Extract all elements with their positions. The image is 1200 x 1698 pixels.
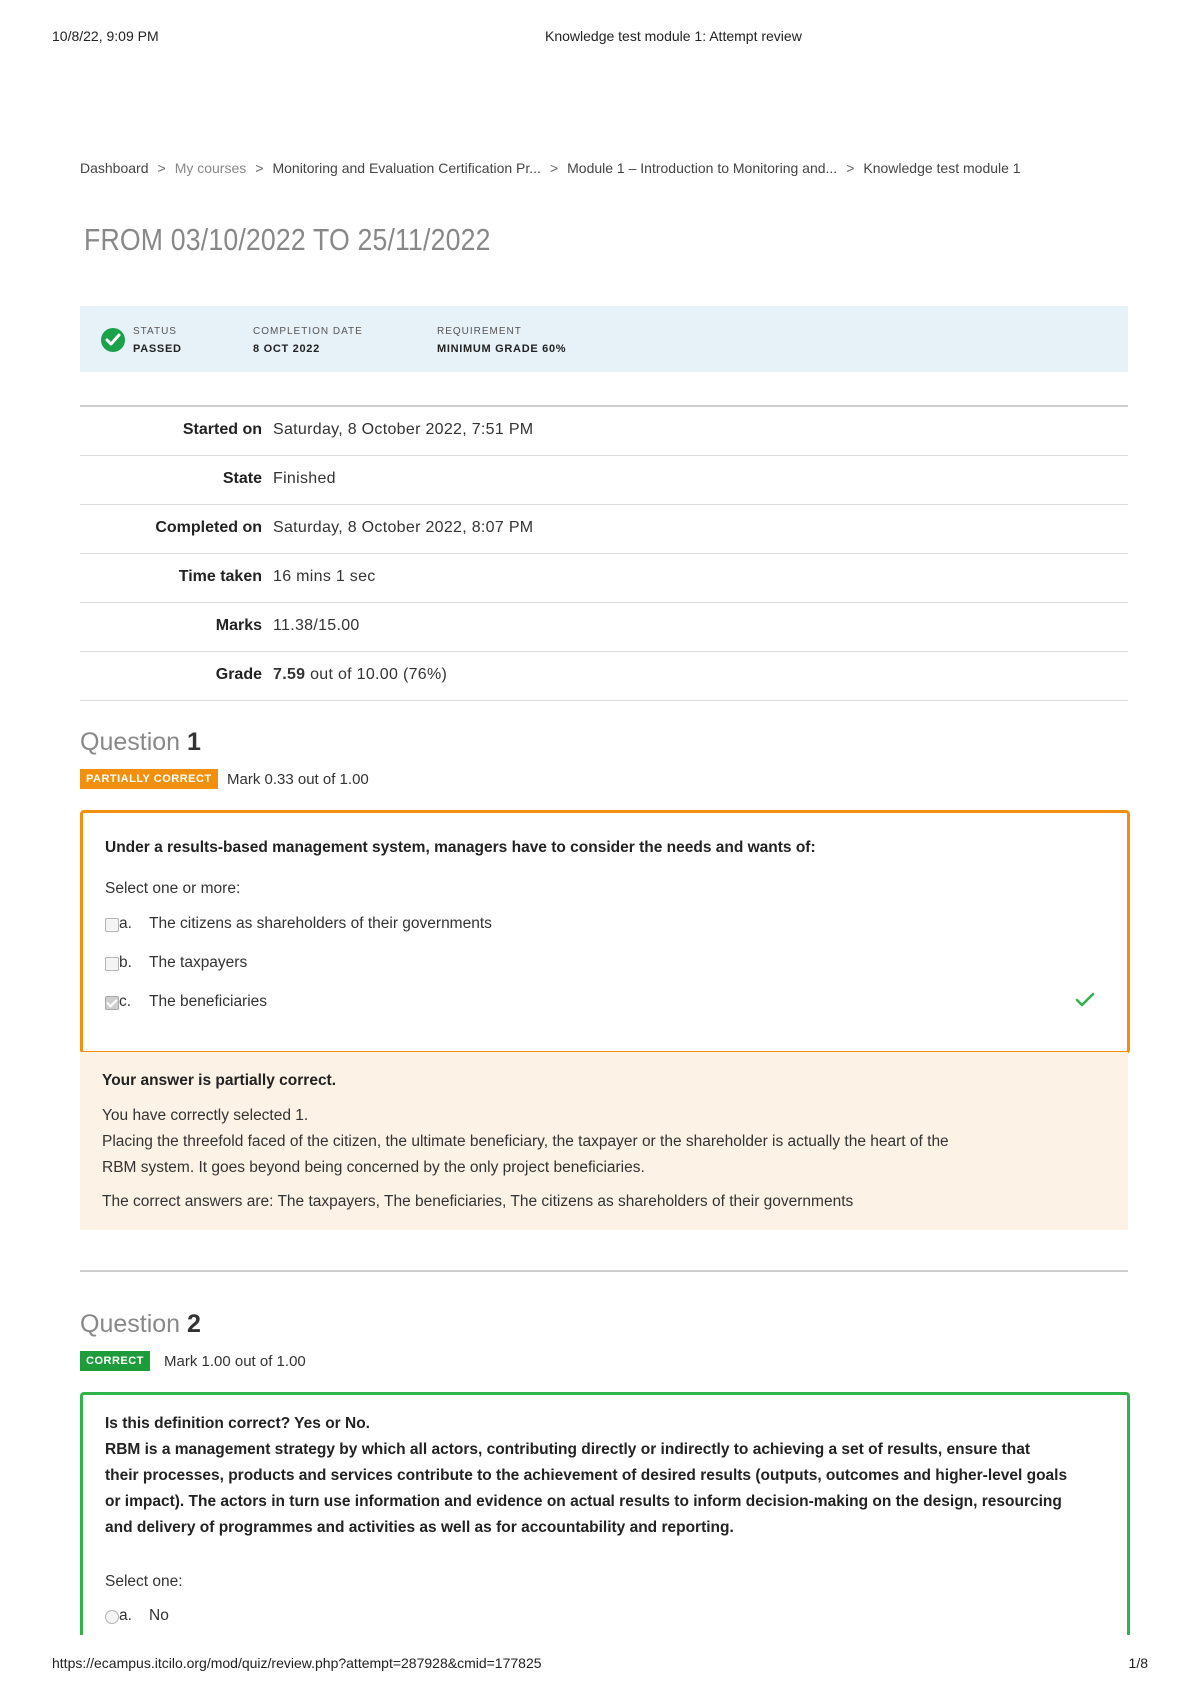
breadcrumb bbox=[80, 160, 1128, 176]
breadcrumb-quiz[interactable]: Knowledge test module 1 bbox=[863, 160, 1021, 176]
question-2-text-line: or impact). The actors in turn use information and evidence on actual results to inform decision-making on the design, resourcing bbox=[105, 1493, 1062, 1510]
option-text: The beneficiaries bbox=[149, 993, 268, 1010]
question-2-text-line: Is this definition correct? Yes or No. bbox=[105, 1415, 370, 1432]
summary-label: Marks bbox=[215, 617, 262, 634]
summary-label: Time taken bbox=[178, 568, 262, 585]
summary-row-started bbox=[80, 407, 1128, 456]
summary-row-marks bbox=[80, 603, 1128, 652]
question-2-text-line: RBM is a management strategy by which all actors, contributing directly or indirectly to achieving a set of results, ensure that bbox=[105, 1441, 1031, 1458]
summary-value: Saturday, 8 October 2022, 8:07 PM bbox=[273, 519, 534, 536]
completion-date-label: COMPLETION DATE bbox=[253, 326, 363, 337]
answer-option-c[interactable] bbox=[105, 993, 1095, 1015]
breadcrumb-separator: > bbox=[157, 160, 166, 176]
question-1-text: Under a results-based management system, managers have to consider the needs and wants of: bbox=[105, 839, 816, 856]
answer-option-a[interactable] bbox=[105, 1607, 1095, 1629]
question-1-mark: Mark 0.33 out of 1.00 bbox=[227, 771, 369, 788]
breadcrumb-course[interactable]: Monitoring and Evaluation Certification Pr... bbox=[272, 160, 541, 176]
answer-option-a[interactable] bbox=[105, 915, 1095, 937]
question-2-box bbox=[80, 1392, 1130, 1635]
status-label: STATUS bbox=[133, 326, 177, 337]
option-checkbox-checked[interactable] bbox=[105, 996, 119, 1010]
option-letter: c. bbox=[119, 993, 132, 1010]
option-checkbox[interactable] bbox=[105, 957, 119, 971]
question-1-prompt: Select one or more: bbox=[105, 880, 241, 897]
summary-value: Saturday, 8 October 2022, 7:51 PM bbox=[273, 421, 534, 438]
breadcrumb-dashboard[interactable]: Dashboard bbox=[80, 160, 149, 176]
completion-date-value: 8 OCT 2022 bbox=[253, 343, 320, 355]
feedback-title: Your answer is partially correct. bbox=[102, 1072, 337, 1089]
breadcrumb-separator: > bbox=[846, 160, 855, 176]
question-number: 2 bbox=[187, 1310, 201, 1338]
option-text: No bbox=[149, 1607, 169, 1624]
course-period: FROM 03/10/2022 TO 25/11/2022 bbox=[84, 222, 491, 257]
summary-value bbox=[273, 666, 447, 684]
breadcrumb-module[interactable]: Module 1 – Introduction to Monitoring and... bbox=[567, 160, 838, 176]
status-column bbox=[133, 326, 182, 355]
question-1-status-badge: PARTIALLY CORRECT bbox=[80, 769, 218, 789]
summary-label: Started on bbox=[182, 421, 262, 438]
requirement-column bbox=[437, 326, 566, 355]
breadcrumb-my-courses[interactable]: My courses bbox=[174, 160, 247, 176]
check-icon bbox=[1075, 991, 1095, 1014]
question-2-mark: Mark 1.00 out of 1.00 bbox=[164, 1353, 306, 1370]
check-circle-icon bbox=[101, 328, 125, 352]
summary-label: Completed on bbox=[155, 519, 262, 536]
option-letter: a. bbox=[119, 1607, 132, 1624]
breadcrumb-separator: > bbox=[255, 160, 264, 176]
feedback-line: Placing the threefold faced of the citizen, the ultimate beneficiary, the taxpayer or the shareholder is actually the heart of the bbox=[102, 1133, 949, 1150]
completion-date-column bbox=[253, 326, 363, 355]
print-header bbox=[52, 28, 1148, 48]
summary-row-time-taken bbox=[80, 554, 1128, 603]
page-url: https://ecampus.itcilo.org/mod/quiz/review.php?attempt=287928&cmid=177825 bbox=[52, 1655, 542, 1671]
summary-value: Finished bbox=[273, 470, 336, 487]
completion-status-bar bbox=[80, 306, 1128, 372]
question-number: 1 bbox=[187, 728, 201, 756]
summary-value: 11.38/15.00 bbox=[273, 617, 360, 634]
status-value: PASSED bbox=[133, 343, 182, 355]
question-word: Question bbox=[80, 728, 181, 756]
summary-row-completed bbox=[80, 505, 1128, 554]
question-2-prompt: Select one: bbox=[105, 1573, 183, 1590]
breadcrumb-separator: > bbox=[549, 160, 559, 176]
feedback-correct-answers: The correct answers are: The taxpayers, The beneficiaries, The citizens as shareholders of their governments bbox=[102, 1193, 854, 1210]
print-title: Knowledge test module 1: Attempt review bbox=[545, 28, 802, 44]
feedback-line: RBM system. It goes beyond being concerned by the only project beneficiaries. bbox=[102, 1159, 645, 1176]
requirement-label: REQUIREMENT bbox=[437, 326, 522, 337]
option-letter: b. bbox=[119, 954, 132, 971]
question-1-box bbox=[80, 810, 1130, 1054]
summary-value: 16 mins 1 sec bbox=[273, 568, 376, 585]
option-radio[interactable] bbox=[105, 1610, 119, 1624]
question-1-heading bbox=[80, 728, 201, 757]
attempt-summary-table bbox=[80, 405, 1128, 701]
summary-label: State bbox=[222, 470, 262, 487]
question-2-heading bbox=[80, 1310, 201, 1339]
option-checkbox[interactable] bbox=[105, 918, 119, 932]
grade-rest: out of 10.00 (76%) bbox=[305, 666, 448, 683]
summary-row-grade bbox=[80, 652, 1128, 701]
option-text: The citizens as shareholders of their governments bbox=[149, 915, 492, 932]
question-2-status-badge: CORRECT bbox=[80, 1351, 150, 1371]
print-datetime: 10/8/22, 9:09 PM bbox=[52, 28, 159, 44]
requirement-value: MINIMUM GRADE 60% bbox=[437, 343, 567, 355]
summary-row-state bbox=[80, 456, 1128, 505]
feedback-line: You have correctly selected 1. bbox=[102, 1107, 309, 1124]
summary-label: Grade bbox=[215, 666, 262, 683]
grade-score: 7.59 bbox=[273, 666, 306, 683]
print-footer bbox=[52, 1655, 1148, 1675]
question-2-text bbox=[105, 1411, 1067, 1541]
question-2-text-line: their processes, products and services contribute to the achievement of desired results (outputs, outcomes and higher-level goals bbox=[105, 1467, 1068, 1484]
option-letter: a. bbox=[119, 915, 132, 932]
answer-option-b[interactable] bbox=[105, 954, 1095, 976]
question-2-text-line: and delivery of programmes and activities as well as for accountability and reporting. bbox=[105, 1519, 734, 1536]
question-divider bbox=[80, 1270, 1128, 1272]
question-1-feedback bbox=[80, 1052, 1128, 1230]
option-text: The taxpayers bbox=[149, 954, 248, 971]
question-word: Question bbox=[80, 1310, 181, 1338]
page-number: 1/8 bbox=[1128, 1655, 1148, 1671]
